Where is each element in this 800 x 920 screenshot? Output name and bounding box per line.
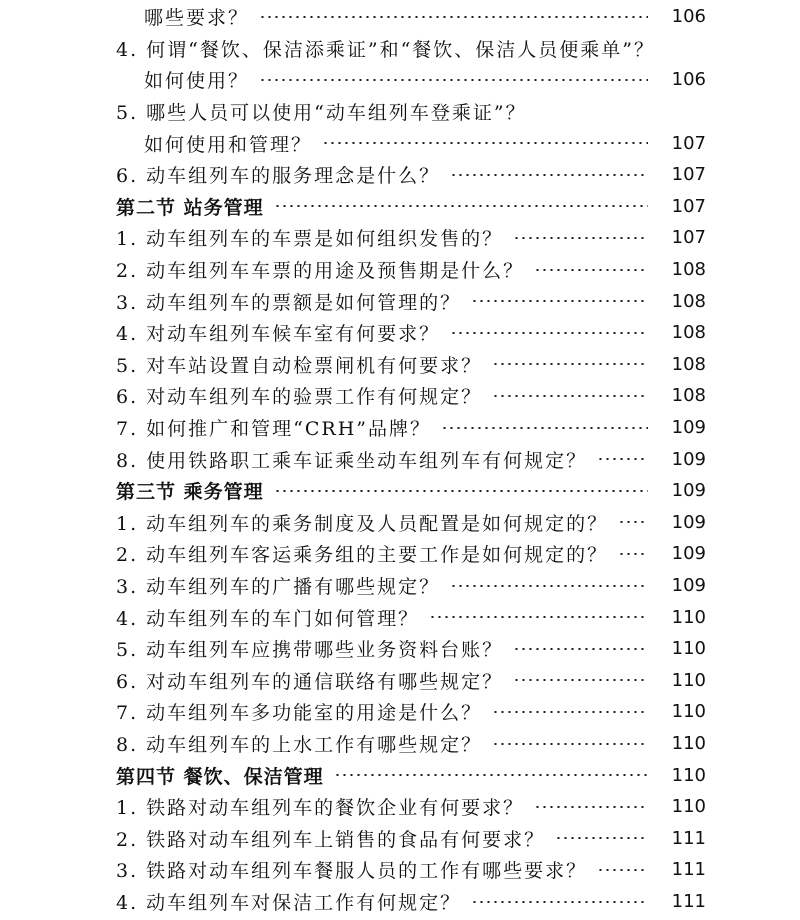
toc-page-number: 107 bbox=[671, 227, 706, 249]
dot-leader bbox=[450, 332, 648, 334]
dot-leader bbox=[513, 237, 648, 239]
toc-page-number: 108 bbox=[671, 290, 706, 312]
toc-page-number: 109 bbox=[671, 511, 706, 533]
dot-leader bbox=[555, 837, 648, 839]
toc-entry-title: 4. 何谓“餐饮、保洁添乘证”和“餐饮、保洁人员便乘单”？ bbox=[116, 38, 656, 61]
toc-entry-title: 8. 动车组列车的上水工作有哪些规定？ bbox=[116, 734, 483, 757]
toc-page-number: 108 bbox=[671, 353, 706, 375]
toc-entry bbox=[0, 601, 800, 633]
toc-entry bbox=[0, 443, 800, 475]
dot-leader bbox=[597, 869, 648, 871]
toc-section-heading bbox=[0, 759, 800, 791]
toc-page-number: 110 bbox=[671, 669, 706, 691]
toc-entry-title: 1. 动车组列车的乘务制度及人员配置是如何规定的？ bbox=[116, 512, 609, 535]
toc-page-number: 106 bbox=[671, 6, 706, 28]
dot-leader bbox=[492, 363, 648, 365]
toc-page-number: 107 bbox=[671, 132, 706, 154]
toc-page-number: 108 bbox=[671, 385, 706, 407]
toc-entry-title: 3. 铁路对动车组列车餐服人员的工作有哪些要求？ bbox=[116, 860, 588, 883]
toc-entry-title: 3. 动车组列车的票额是如何管理的？ bbox=[116, 291, 462, 314]
dot-leader bbox=[259, 16, 648, 18]
toc-entry bbox=[0, 791, 800, 823]
toc-entry-title: 第二节 站务管理 bbox=[116, 196, 264, 219]
dot-leader bbox=[471, 300, 648, 302]
toc-page-number: 110 bbox=[671, 764, 706, 786]
toc-entry-title: 1. 动车组列车的车票是如何组织发售的？ bbox=[116, 228, 504, 251]
toc-page-number: 110 bbox=[671, 606, 706, 628]
dot-leader bbox=[513, 648, 648, 650]
toc-entry-continuation bbox=[0, 1, 800, 33]
toc-entry-title: 5. 对车站设置自动检票闸机有何要求？ bbox=[116, 354, 483, 377]
dot-leader bbox=[450, 174, 648, 176]
toc-page-number: 109 bbox=[671, 417, 706, 439]
toc-entry-title: 6. 动车组列车的服务理念是什么？ bbox=[116, 165, 441, 188]
toc-entry-title: 第三节 乘务管理 bbox=[116, 481, 264, 504]
toc-page-number: 109 bbox=[671, 448, 706, 470]
dot-leader bbox=[513, 679, 648, 681]
toc-entry-title: 如何使用和管理？ bbox=[144, 133, 313, 156]
toc-page-number: 110 bbox=[671, 733, 706, 755]
toc-page-number: 110 bbox=[671, 638, 706, 660]
toc-entry bbox=[0, 285, 800, 317]
toc-entry-title: 5. 动车组列车应携带哪些业务资料台账？ bbox=[116, 639, 504, 662]
toc-entry bbox=[0, 633, 800, 665]
toc-entry-title: 5. 哪些人员可以使用“动车组列车登乘证”？ bbox=[116, 102, 527, 125]
toc-entry-title: 6. 对动车组列车的验票工作有何规定？ bbox=[116, 386, 483, 409]
toc-entry-title: 1. 铁路对动车组列车的餐饮企业有何要求？ bbox=[116, 797, 525, 820]
toc-entry bbox=[0, 886, 800, 918]
toc-entry-title: 3. 动车组列车的广播有哪些规定？ bbox=[116, 576, 441, 599]
toc-entry bbox=[0, 570, 800, 602]
toc-page-number: 109 bbox=[671, 543, 706, 565]
dot-leader bbox=[471, 901, 648, 903]
dot-leader bbox=[492, 711, 648, 713]
toc-entry bbox=[0, 349, 800, 381]
dot-leader bbox=[334, 774, 648, 776]
toc-entry bbox=[0, 696, 800, 728]
toc-section-heading bbox=[0, 475, 800, 507]
toc-entry-title: 2. 动车组列车客运乘务组的主要工作是如何规定的？ bbox=[116, 544, 609, 567]
dot-leader bbox=[618, 553, 648, 555]
toc-entry bbox=[0, 380, 800, 412]
toc-entry-title: 4. 动车组列车对保洁工作有何规定？ bbox=[116, 892, 462, 915]
toc-entry bbox=[0, 254, 800, 286]
toc-entry bbox=[0, 96, 800, 128]
toc-entry bbox=[0, 728, 800, 760]
toc-entry bbox=[0, 854, 800, 886]
toc-entry bbox=[0, 317, 800, 349]
toc-page-number: 110 bbox=[671, 796, 706, 818]
toc-entry bbox=[0, 222, 800, 254]
toc-page-number: 107 bbox=[671, 195, 706, 217]
toc-entry bbox=[0, 412, 800, 444]
toc-entry bbox=[0, 33, 800, 65]
toc-page-number: 108 bbox=[671, 259, 706, 281]
toc-entry-continuation bbox=[0, 127, 800, 159]
toc-page-number: 106 bbox=[671, 69, 706, 91]
dot-leader bbox=[274, 490, 648, 492]
dot-leader bbox=[492, 743, 648, 745]
toc-page-number: 108 bbox=[671, 322, 706, 344]
toc-entry bbox=[0, 507, 800, 539]
toc-entry-title: 4. 对动车组列车候车室有何要求？ bbox=[116, 323, 441, 346]
toc-page-number: 107 bbox=[671, 164, 706, 186]
toc-page-number: 109 bbox=[671, 575, 706, 597]
toc-entry bbox=[0, 665, 800, 697]
dot-leader bbox=[534, 806, 648, 808]
toc-page-number: 110 bbox=[671, 701, 706, 723]
toc-page-number: 111 bbox=[671, 891, 706, 913]
dot-leader bbox=[322, 142, 648, 144]
toc-entry-continuation bbox=[0, 64, 800, 96]
dot-leader bbox=[597, 458, 648, 460]
toc-entry-title: 8. 使用铁路职工乘车证乘坐动车组列车有何规定？ bbox=[116, 449, 588, 472]
toc-page-number: 109 bbox=[671, 480, 706, 502]
toc-entry-title: 7. 如何推广和管理“CRH”品牌？ bbox=[116, 418, 432, 441]
toc-entry-title: 2. 铁路对动车组列车上销售的食品有何要求？ bbox=[116, 828, 546, 851]
dot-leader bbox=[618, 521, 648, 523]
toc-entry-title: 6. 对动车组列车的通信联络有哪些规定？ bbox=[116, 670, 504, 693]
toc-entry-title: 如何使用？ bbox=[144, 70, 250, 93]
dot-leader bbox=[450, 585, 648, 587]
toc-section-heading bbox=[0, 191, 800, 223]
toc-entry bbox=[0, 823, 800, 855]
toc-entry-title: 4. 动车组列车的车门如何管理？ bbox=[116, 607, 420, 630]
toc-entry bbox=[0, 538, 800, 570]
toc-entry-title: 7. 动车组列车多功能室的用途是什么？ bbox=[116, 702, 483, 725]
dot-leader bbox=[429, 616, 648, 618]
toc-page-number: 111 bbox=[671, 827, 706, 849]
dot-leader bbox=[534, 269, 648, 271]
toc-entry bbox=[0, 159, 800, 191]
dot-leader bbox=[492, 395, 648, 397]
toc-entry-title: 第四节 餐饮、保洁管理 bbox=[116, 765, 324, 788]
dot-leader bbox=[274, 205, 648, 207]
dot-leader bbox=[259, 79, 648, 81]
dot-leader bbox=[441, 427, 648, 429]
toc-page-number: 111 bbox=[671, 859, 706, 881]
toc-entry-title: 哪些要求？ bbox=[144, 7, 250, 30]
toc-entry-title: 2. 动车组列车车票的用途及预售期是什么？ bbox=[116, 260, 525, 283]
